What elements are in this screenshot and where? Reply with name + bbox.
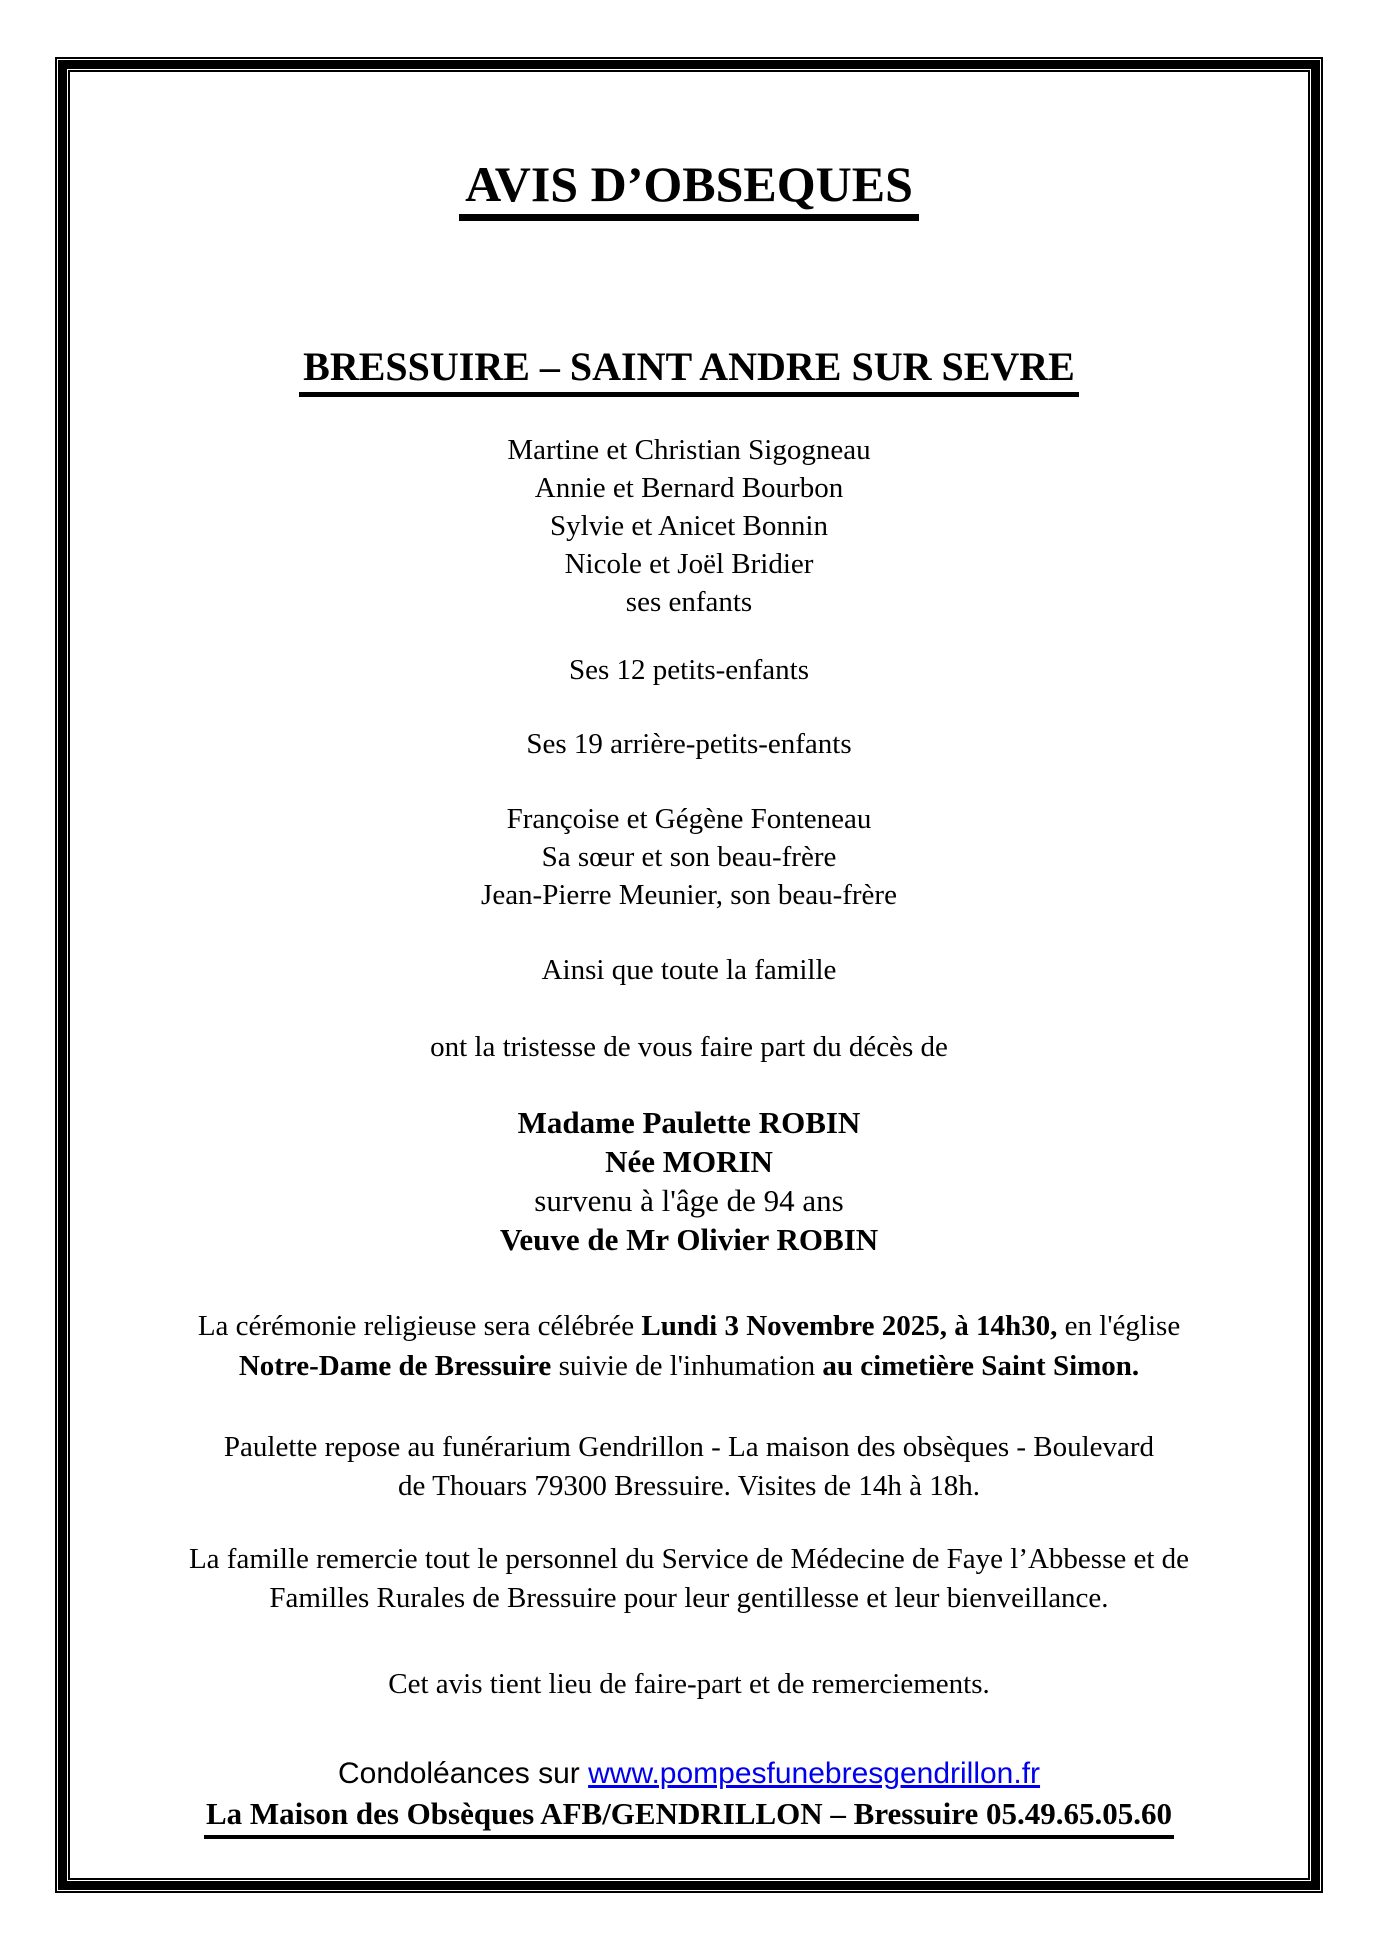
notice-line: Cet avis tient lieu de faire-part et de remerciements. bbox=[388, 1668, 990, 1700]
thanks-paragraph bbox=[70, 1540, 1308, 1618]
condolences-line bbox=[70, 1755, 1308, 1793]
document-title-text: AVIS D’OBSEQUES bbox=[459, 158, 919, 221]
deceased-age-line: survenu à l'âge de 94 ans bbox=[534, 1183, 844, 1218]
sibling-name-line: Jean-Pierre Meunier, son beau-frère bbox=[481, 879, 897, 911]
repose-paragraph bbox=[70, 1428, 1308, 1506]
document-title bbox=[70, 158, 1308, 221]
child-name-line: Annie et Bernard Bourbon bbox=[534, 472, 844, 504]
child-name-line: Nicole et Joël Bridier bbox=[564, 548, 814, 580]
thanks-line2: Familles Rurales de Bressuire pour leur gentillesse et leur bienveillance. bbox=[269, 1582, 1109, 1614]
ceremony-cemetery: au cimetière Saint Simon. bbox=[822, 1350, 1140, 1382]
ceremony-text: en l'église bbox=[1057, 1310, 1181, 1342]
document-content bbox=[70, 158, 1308, 1839]
children-names-block bbox=[70, 431, 1308, 621]
page-border-inner-line bbox=[68, 70, 1310, 1880]
repose-line1: Paulette repose au funérarium Gendrillon - La maison des obsèques - Boulevard bbox=[223, 1431, 1155, 1463]
siblings-block bbox=[70, 800, 1308, 914]
whole-family-line: Ainsi que toute la famille bbox=[541, 954, 837, 986]
death-announcement-line: ont la tristesse de vous faire part du décès de bbox=[430, 1031, 948, 1063]
child-name-line: Sylvie et Anicet Bonnin bbox=[550, 510, 828, 542]
thanks-line1: La famille remercie tout le personnel du Service de Médecine de Faye l’Abbesse et de bbox=[188, 1543, 1190, 1575]
repose-line2: de Thouars 79300 Bressuire. Visites de 14h à 18h. bbox=[398, 1470, 980, 1502]
sibling-relation-line: Sa sœur et son beau-frère bbox=[541, 841, 837, 873]
ceremony-text: suivie de l'inhumation bbox=[551, 1350, 823, 1382]
funeral-home-footer-text: La Maison des Obsèques AFB/GENDRILLON – Bressuire 05.49.65.05.60 bbox=[204, 1795, 1174, 1839]
ceremony-text: La cérémonie religieuse sera célébrée bbox=[197, 1310, 642, 1342]
page-border-thick-line bbox=[58, 60, 1320, 1890]
condolences-link[interactable]: www.pompesfunebresgendrillon.fr bbox=[588, 1757, 1041, 1790]
sibling-name-line: Françoise et Gégène Fonteneau bbox=[506, 803, 872, 835]
location-heading-text: BRESSUIRE – SAINT ANDRE SUR SEVRE bbox=[299, 345, 1079, 397]
deceased-block bbox=[70, 1103, 1308, 1259]
deceased-name: Madame Paulette ROBIN bbox=[517, 1105, 861, 1140]
ceremony-datetime: Lundi 3 Novembre 2025, à 14h30, bbox=[641, 1310, 1058, 1342]
children-label: ses enfants bbox=[625, 586, 753, 618]
condolences-prefix: Condoléances sur bbox=[337, 1757, 589, 1790]
funeral-home-footer bbox=[70, 1795, 1308, 1839]
grandchildren-line: Ses 12 petits-enfants bbox=[568, 654, 809, 686]
great-grandchildren-line: Ses 19 arrière-petits-enfants bbox=[526, 728, 852, 760]
page-border-frame bbox=[55, 57, 1323, 1893]
deceased-widow-line: Veuve de Mr Olivier ROBIN bbox=[499, 1222, 879, 1257]
child-name-line: Martine et Christian Sigogneau bbox=[507, 434, 871, 466]
ceremony-church: Notre-Dame de Bressuire bbox=[238, 1350, 552, 1382]
deceased-maiden-name: Née MORIN bbox=[605, 1144, 773, 1179]
location-heading bbox=[70, 345, 1308, 397]
ceremony-paragraph bbox=[70, 1306, 1308, 1386]
